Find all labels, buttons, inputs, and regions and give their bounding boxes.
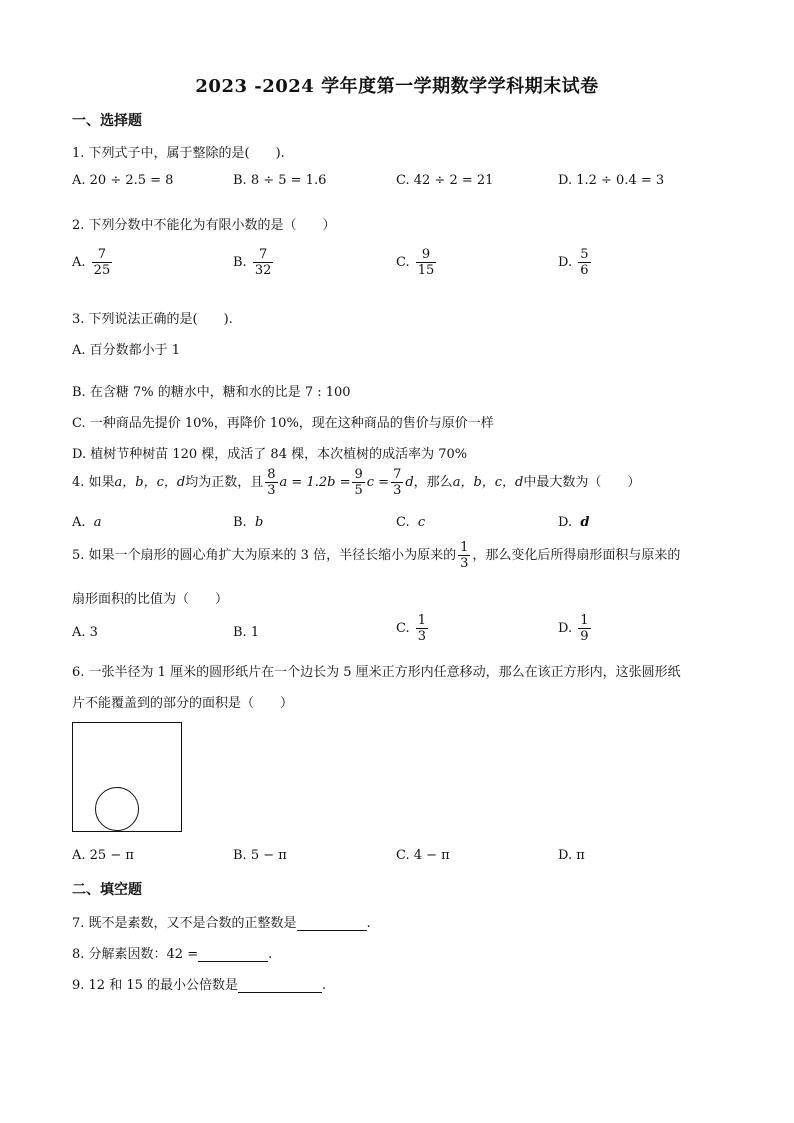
q2-option-d-label: D. [558,255,573,271]
q2-option-b [233,248,275,277]
q6-option-c: C. 4 − π [396,848,450,863]
q4-option-b: B. b [233,515,264,530]
q4-fraction-1: $\frac{8}{3}$ [267,467,276,498]
section-multiple-choice: 一、选择题 [72,113,142,129]
q2-option-a-label: A. [72,255,86,271]
q1-option-d: D. 1.2 ÷ 0.4 = 3 [558,173,665,188]
q3-option-d: D. 植树节种树苗 120 棵，成活了 84 棵，本次植树的成活率为 70% [72,447,468,462]
question-5-stem-line2: 扇形面积的比值为（ ） [72,592,229,607]
q4-option-c: C. c [396,515,426,530]
q6-option-d: D. π [558,848,585,863]
q5-option-a: A. 3 [72,625,98,640]
section-fill-in: 二、填空题 [72,882,142,898]
question-1-stem: 1. 下列式子中，属于整除的是( ). [72,146,285,161]
q5-option-d-fraction: $\frac{1}{9}$ [580,613,589,644]
q2-option-a [72,248,114,277]
q2-option-b-fraction: $\frac{7}{32}$ [254,247,272,278]
q1-option-a: A. 20 ÷ 2.5 = 8 [72,173,174,188]
q4-variables-2: a，b，c，d [452,475,524,491]
question-4-stem: 4. 如果a，b，c，d均为正数，且 $\frac{8}{3}$ a = 1.2b = $\frac{9}{5}$ c = $\frac{7}{3}$ d，那么a，b，c，d中最大数为（ ） [72,467,641,498]
q6-option-a: A. 25 − π [72,848,134,863]
q2-option-d-fraction: $\frac{5}{6}$ [580,247,589,278]
q4-variables: a，b，c，d [114,475,186,491]
q2-option-d [558,248,593,277]
q3-option-c: C. 一种商品先提价 10%，再降价 10%，现在这种商品的售价与原价一样 [72,416,494,431]
question-6-stem: 6. 一张半径为 1 厘米的圆形纸片在一个边长为 5 厘米正方形内任意移动，那么在该正方形内，这张圆形纸 [72,665,681,680]
q4-option-d: D. d [558,515,590,530]
answer-blank-9[interactable] [238,977,322,993]
question-5-stem: 5. 如果一个扇形的圆心角扩大为原来的 3 倍，半径长缩小为原来的 $\frac{1}{3}$ ，那么变化后所得扇形面积与原来的 [72,540,681,571]
question-8: 8. 分解素因数：42 = . [72,947,273,962]
q2-option-b-label: B. [233,255,247,271]
q2-option-c-fraction: $\frac{9}{15}$ [417,247,435,278]
q6-option-b: B. 5 − π [233,848,287,863]
q1-option-c: C. 42 ÷ 2 = 21 [396,173,494,188]
question-9: 9. 12 和 15 的最小公倍数是 . [72,978,327,993]
q3-option-b: B. 在含糖 7% 的糖水中，糖和水的比是 7 : 100 [72,385,351,400]
q4-fraction-3: $\frac{7}{3}$ [393,467,402,498]
q2-option-c-label: C. [396,255,410,271]
question-6-stem-line2: 片不能覆盖到的部分的面积是（ ） [72,696,294,711]
q5-option-b: B. 1 [233,625,260,640]
question-3-stem: 3. 下列说法正确的是( ). [72,312,233,327]
q5-fraction: $\frac{1}{3}$ [460,540,469,571]
circle-figure [95,787,139,831]
q4-option-a: A. a [72,515,102,530]
q5-option-c-fraction: $\frac{1}{3}$ [417,613,427,644]
square-figure [72,722,182,832]
answer-blank-8[interactable] [198,946,268,962]
q2-option-a-fraction: $\frac{7}{25}$ [93,247,111,278]
question-7: 7. 既不是素数，又不是合数的正整数是 . [72,916,371,931]
q1-option-b: B. 8 ÷ 5 = 1.6 [233,173,327,188]
question-2-stem: 2. 下列分数中不能化为有限小数的是（ ） [72,218,336,233]
q5-option-d: D. $\frac{1}{9}$ [558,613,589,644]
q4-fraction-2: $\frac{9}{5}$ [354,467,363,498]
q3-option-a: A. 百分数都小于 1 [72,343,181,358]
q2-option-c [396,248,438,277]
page-title: 2023 -2024 学年度第一学期数学学科期末试卷 [195,76,599,97]
q5-option-c: C. $\frac{1}{3}$ [396,613,427,644]
answer-blank-7[interactable] [297,915,367,931]
